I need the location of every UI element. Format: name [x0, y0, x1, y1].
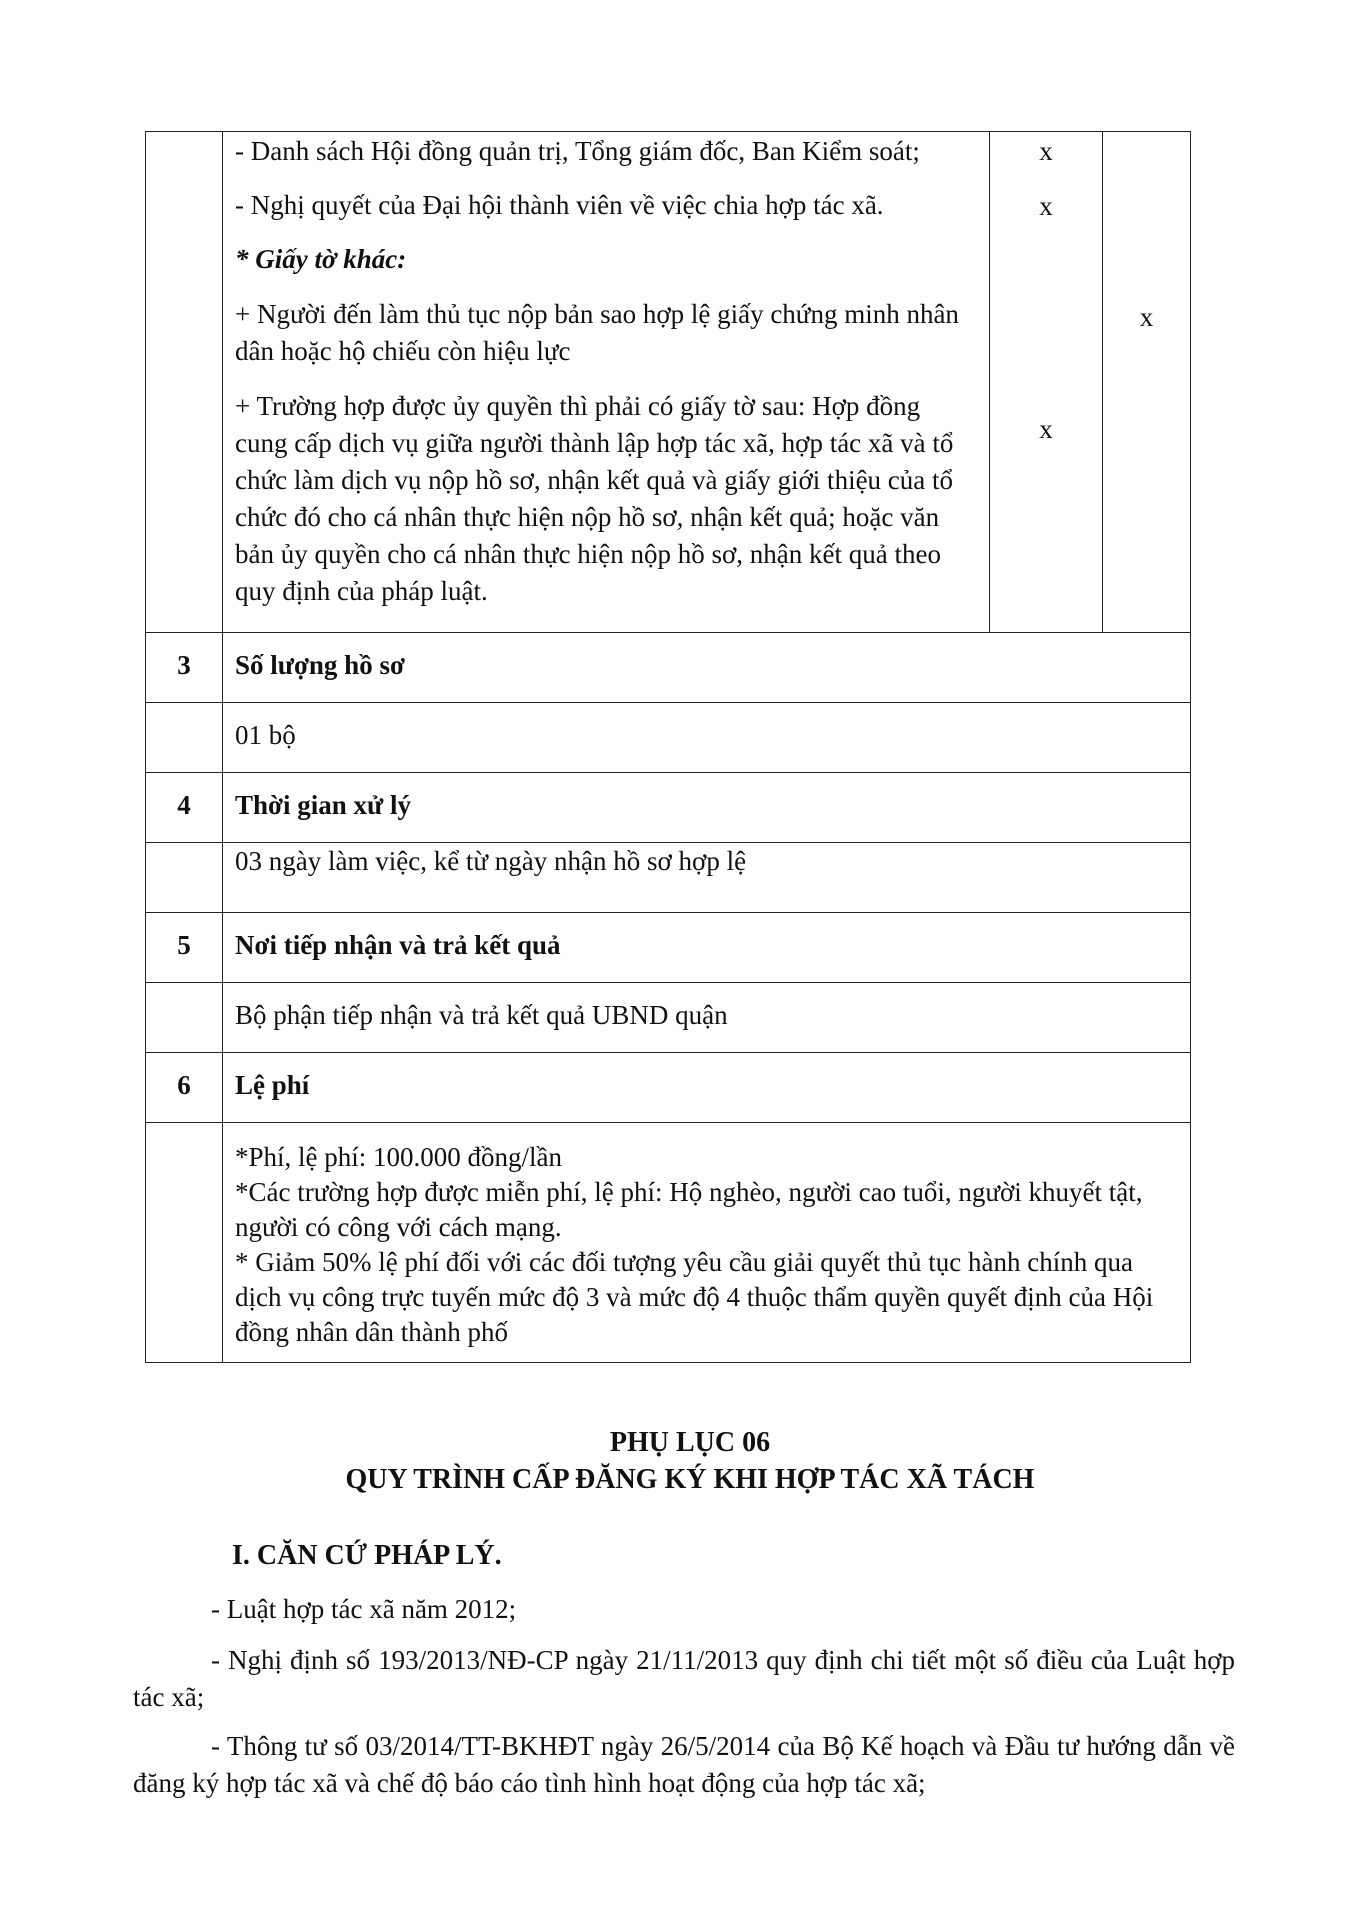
section-value-row-4 — [146, 843, 1191, 913]
legal-basis-item: - Nghị định số 193/2013/NĐ-CP ngày 21/11/2013 quy định chi tiết một số điều của Luật hợp tác xã; — [133, 1645, 1235, 1712]
mark-id-card: x — [1139, 302, 1154, 332]
section-value: 01 bộ — [223, 703, 1191, 773]
section-value: Bộ phận tiếp nhận và trả kết quả UBND quận — [223, 983, 1191, 1053]
section-value-row-5 — [146, 983, 1191, 1053]
section-heading: Số lượng hồ sơ — [223, 633, 1191, 703]
empty-number-cell — [146, 843, 223, 913]
appendix-title: QUY TRÌNH CẤP ĐĂNG KÝ KHI HỢP TÁC XÃ TÁCH — [345, 1464, 1035, 1495]
section-number: 4 — [146, 773, 223, 843]
documents-row — [146, 132, 1191, 633]
fee-line-discount: * Giảm 50% lệ phí đối với các đối tượng yêu cầu giải quyết thủ tục hành chính qua dịch vụ công trực tuyến mức độ 3 và mức độ 4 thuộc thẩm quyền quyết định của Hội đồng nhân dân thành phố — [235, 1247, 1154, 1347]
fee-line-exemptions: *Các trường hợp được miễn phí, lệ phí: Hộ nghèo, người cao tuổi, người khuyết tật, người có công với cách mạng. — [235, 1177, 1143, 1242]
mark-board-list: x — [1039, 136, 1053, 166]
fee-details — [223, 1123, 1191, 1363]
legal-basis-item: - Thông tư số 03/2014/TT-BKHĐT ngày 26/5/2014 của Bộ Kế hoạch và Đầu tư hướng dẫn về đăng ký hợp tác xã và chế độ báo cáo tình hình hoạt động của hợp tác xã; — [133, 1731, 1235, 1798]
doc-item-board-list: - Danh sách Hội đồng quản trị, Tổng giám đốc, Ban Kiểm soát; — [235, 136, 920, 166]
doc-item-authorization: + Trường hợp được ủy quyền thì phải có giấy tờ sau: Hợp đồng cung cấp dịch vụ giữa người thành lập hợp tác xã, hợp tác xã và tổ chức làm dịch vụ nộp hồ sơ, nhận kết quả và giấy giới thiệu của tổ chức đó cho cá nhân thực hiện nộp hồ sơ, nhận kết quả; hoặc văn bản ủy quyền cho cá nhân thực hiện nộp hồ sơ, nhận kết quả theo quy định của pháp luật. — [235, 391, 954, 606]
empty-number-cell — [146, 983, 223, 1053]
section-number: 6 — [146, 1053, 223, 1123]
section-heading: Nơi tiếp nhận và trả kết quả — [223, 913, 1191, 983]
procedure-table — [145, 131, 1191, 1363]
section-row-4 — [146, 773, 1191, 843]
empty-number-cell — [146, 1123, 223, 1363]
doc-item-id-card: + Người đến làm thủ tục nộp bản sao hợp lệ giấy chứng minh nhân dân hoặc hộ chiếu còn hiệu lực — [235, 299, 959, 366]
section-value: 03 ngày làm việc, kể từ ngày nhận hồ sơ hợp lệ — [223, 843, 1191, 913]
section-title: I. CĂN CỨ PHÁP LÝ. — [232, 1540, 502, 1571]
documents-list-cell — [223, 132, 990, 633]
documents-number-cell — [146, 132, 223, 633]
original-mark-column — [990, 132, 1103, 633]
section-row-3 — [146, 633, 1191, 703]
appendix-label: PHỤ LỤC 06 — [609, 1427, 771, 1458]
section-heading: Thời gian xử lý — [223, 773, 1191, 843]
legal-basis-item: - Luật hợp tác xã năm 2012; — [211, 1594, 517, 1624]
copy-mark-column — [1103, 132, 1191, 633]
mark-authorization: x — [1039, 414, 1053, 444]
section-row-5 — [146, 913, 1191, 983]
empty-number-cell — [146, 703, 223, 773]
mark-resolution: x — [1039, 191, 1053, 221]
doc-item-resolution: - Nghị quyết của Đại hội thành viên về việc chia hợp tác xã. — [235, 190, 884, 220]
doc-other-heading: * Giấy tờ khác: — [235, 244, 407, 274]
section-number: 5 — [146, 913, 223, 983]
section-row-6 — [146, 1053, 1191, 1123]
section-heading: Lệ phí — [223, 1053, 1191, 1123]
fee-row — [146, 1123, 1191, 1363]
section-number: 3 — [146, 633, 223, 703]
fee-line-amount: *Phí, lệ phí: 100.000 đồng/lần — [235, 1142, 562, 1172]
section-value-row-3 — [146, 703, 1191, 773]
